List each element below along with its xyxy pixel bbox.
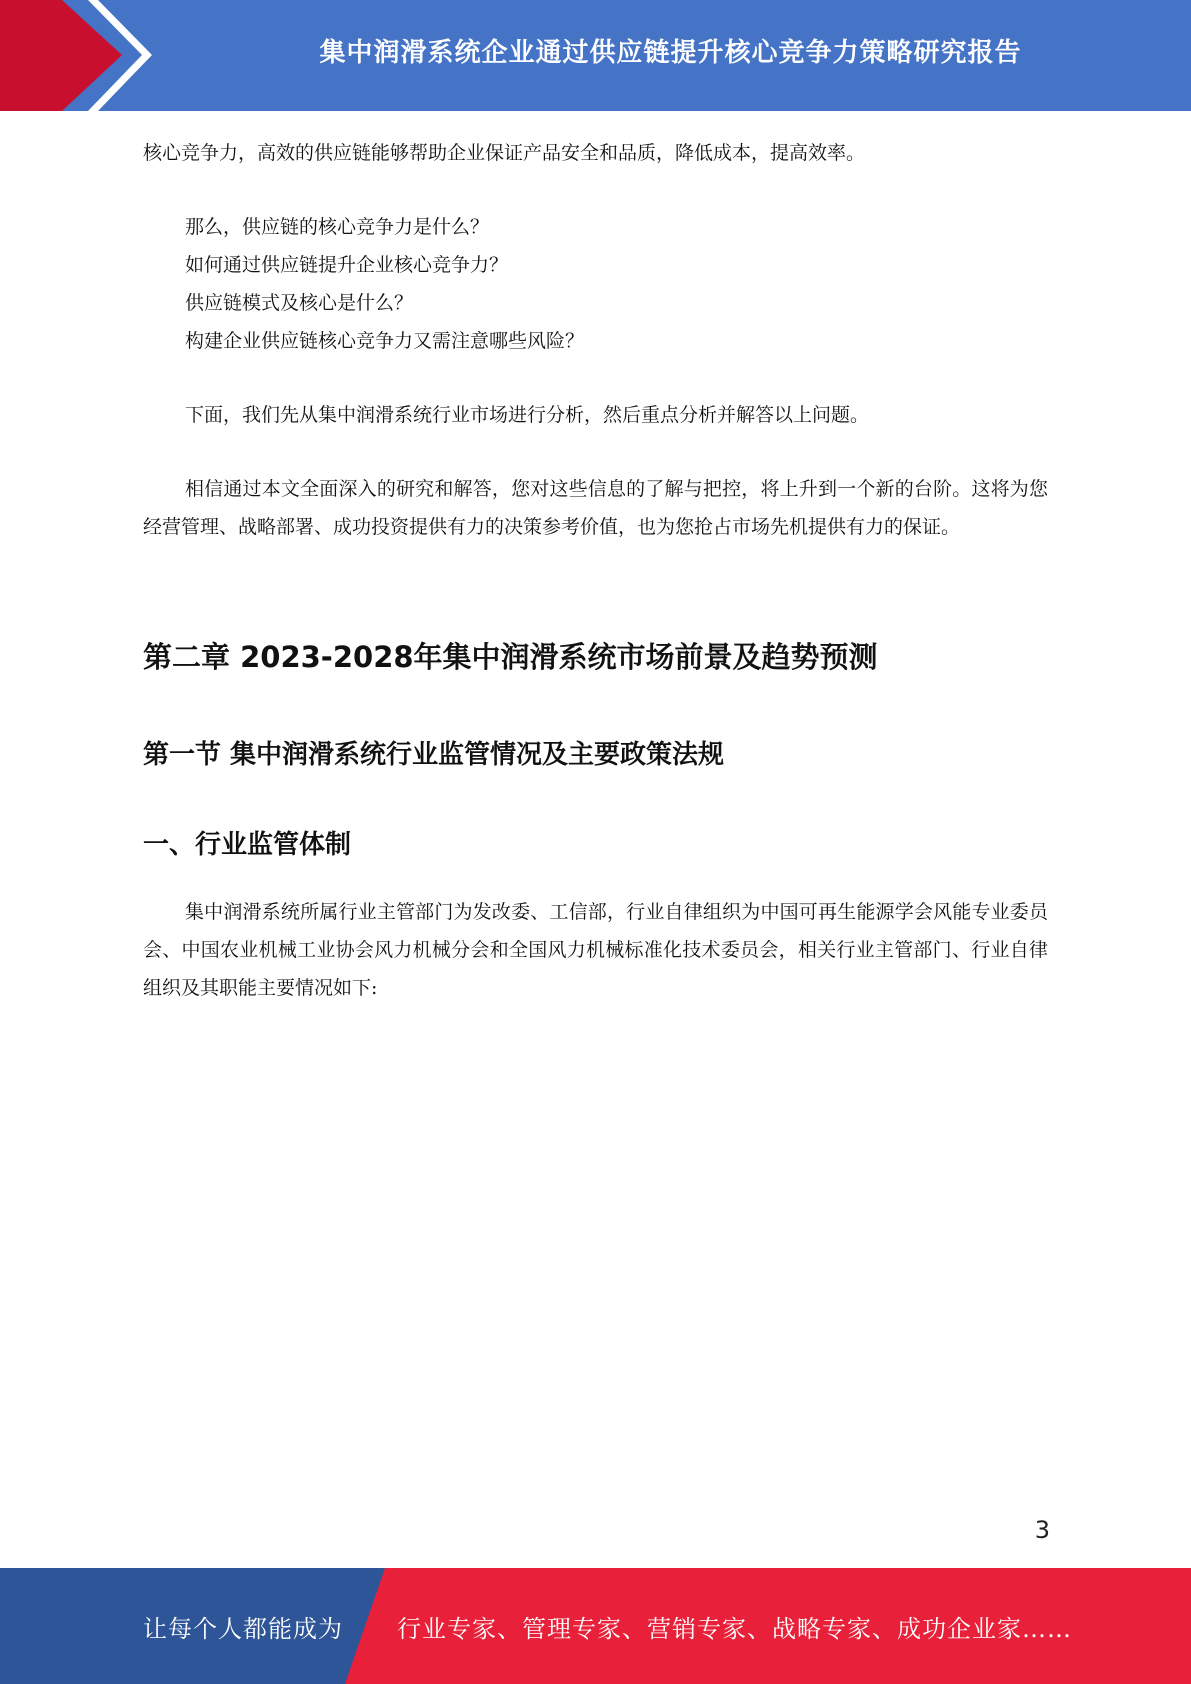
subsection-heading: 一、行业监管体制 — [143, 830, 352, 860]
report-title: 集中润滑系统企业通过供应链提升核心竞争力策略研究报告 — [319, 37, 1022, 68]
header-band — [0, 0, 1191, 111]
page-content — [143, 134, 1048, 999]
page-number: 3 — [1034, 1516, 1050, 1544]
footer-band — [0, 1568, 1191, 1684]
footer-slogan-left: 让每个人都能成为 — [143, 1614, 343, 1643]
question-item: 构建企业供应链核心竞争力又需注意哪些风险？ — [185, 330, 585, 352]
next-step-paragraph: 下面，我们先从集中润滑系统行业市场进行分析，然后重点分析并解答以上问题。 — [185, 404, 870, 426]
header-chevron-graphic — [0, 0, 160, 111]
chapter-heading: 第二章 2023-2028年集中润滑系统市场前景及趋势预测 — [143, 640, 878, 674]
question-item: 供应链模式及核心是什么？ — [185, 292, 414, 314]
question-item: 如何通过供应链提升企业核心竞争力？ — [185, 254, 509, 276]
question-item: 那么，供应链的核心竞争力是什么？ — [185, 216, 490, 238]
belief-paragraph: 相信通过本文全面深入的研究和解答，您对这些信息的了解与把控，将上升到一个新的台阶。这将为您经营管理、战略部署、成功投资提供有力的决策参考价值，也为您抢占市场先机提供有力的保证。 — [143, 478, 1048, 538]
intro-line: 核心竞争力，高效的供应链能够帮助企业保证产品安全和品质，降低成本，提高效率。 — [143, 142, 866, 164]
section-heading: 第一节 集中润滑系统行业监管情况及主要政策法规 — [143, 740, 725, 770]
footer-slogan-right: 行业专家、管理专家、营销专家、战略专家、成功企业家…… — [397, 1614, 1072, 1643]
body-paragraph: 集中润滑系统所属行业主管部门为发改委、工信部，行业自律组织为中国可再生能源学会风能专业委员会、中国农业机械工业协会风力机械分会和全国风力机械标准化技术委员会，相关行业主管部门、行业自律组织及其职能主要情况如下: — [143, 901, 1048, 999]
